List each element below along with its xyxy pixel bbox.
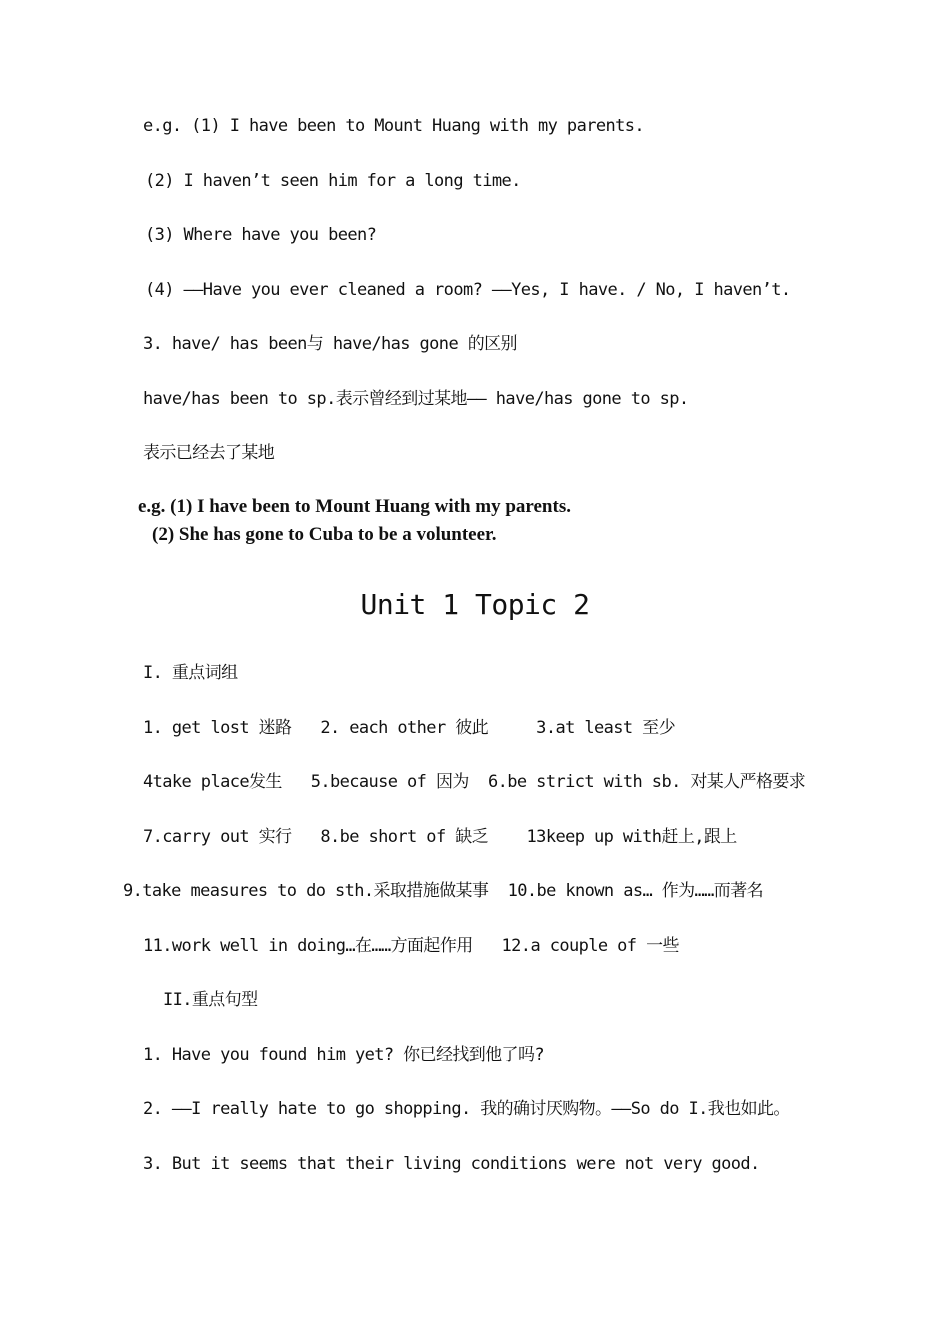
sentences-heading: II.重点句型 — [163, 990, 258, 1010]
phrase-line-5: 11.work well in doing…在……方面起作用 12.a couple of 一些 — [143, 936, 679, 956]
sentence-line-1: 1. Have you found him yet? 你已经找到他了吗? — [143, 1045, 544, 1065]
example-line-1: e.g. (1) I have been to Mount Huang with my parents. — [143, 116, 645, 136]
phrase-line-2: 4take place发生 5.because of 因为 6.be strict with sb. 对某人严格要求 — [143, 772, 806, 792]
example-line-3: (3) Where have you been? — [145, 225, 377, 245]
sentence-line-3: 3. But it seems that their living conditions were not very good. — [143, 1154, 760, 1174]
bold-example-2: (2) She has gone to Cuba to be a volunteer. — [152, 524, 497, 545]
phrase-line-3: 7.carry out 实行 8.be short of 缺乏 13keep up with赶上,跟上 — [143, 827, 737, 847]
unit-title: Unit 1 Topic 2 — [360, 588, 590, 621]
phrases-heading: I. 重点词组 — [143, 663, 238, 683]
example-line-2: (2) I haven’t seen him for a long time. — [145, 171, 521, 191]
bold-example-1: e.g. (1) I have been to Mount Huang with my parents. — [138, 496, 571, 517]
phrase-line-1: 1. get lost 迷路 2. each other 彼此 3.at least 至少 — [143, 718, 675, 738]
point-3-explanation: have/has been to sp.表示曾经到过某地—— have/has gone to sp. — [143, 389, 689, 409]
sentence-line-2: 2. ——I really hate to go shopping. 我的确讨厌购物。——So do I.我也如此。 — [143, 1099, 790, 1119]
phrase-line-4: 9.take measures to do sth.采取措施做某事 10.be known as… 作为……而著名 — [123, 881, 764, 901]
example-line-4: (4) ——Have you ever cleaned a room? ——Yes, I have. / No, I haven’t. — [145, 280, 791, 300]
point-3-explanation-cont: 表示已经去了某地 — [143, 443, 275, 463]
point-3-heading: 3. have/ has been与 have/has gone 的区别 — [143, 334, 517, 354]
